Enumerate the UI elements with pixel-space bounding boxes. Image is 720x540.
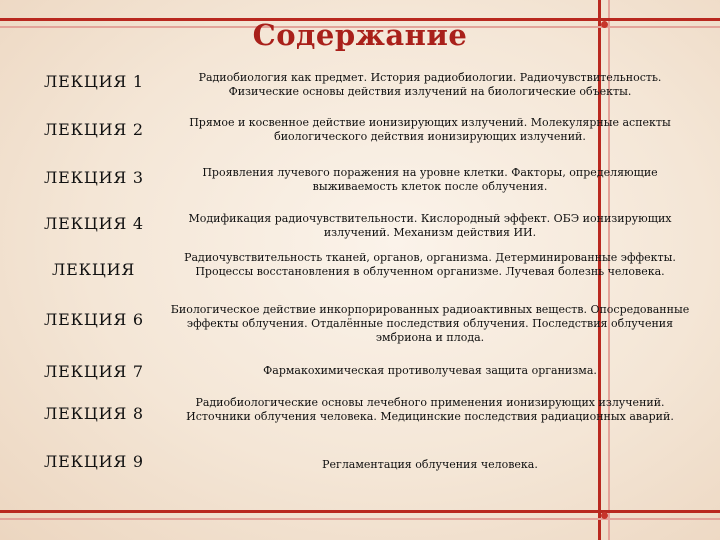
frame-dot xyxy=(601,512,608,519)
lecture-description: Радиочувствительность тканей, органов, организма. Детерминированные эффекты. Процессы восстановления в облученном организме. Лучевая болезнь человека. xyxy=(184,251,676,278)
lecture-description: Проявления лучевого поражения на уровне клетки. Факторы, определяющие выживаемость клеток после облучения. xyxy=(202,166,658,193)
lecture-description: Радиобиологические основы лечебного применения ионизирующих излучений. Источники облучения человека. Медицинские последствия радиационных аварий. xyxy=(186,396,674,423)
lecture-label: ЛЕКЦИЯ 8 xyxy=(44,404,144,423)
lecture-label: ЛЕКЦИЯ 7 xyxy=(44,362,144,381)
page-title: Содержание xyxy=(252,18,468,52)
lecture-label: ЛЕКЦИЯ 3 xyxy=(44,168,144,187)
lecture-description: Прямое и косвенное действие ионизирующих излучений. Молекулярные аспекты биологического действия ионизирующих излучений. xyxy=(189,116,671,143)
lecture-description: Модификация радиочувствительности. Кислородный эффект. ОБЭ ионизирующих излучений. Механизм действия ИИ. xyxy=(188,212,672,239)
lecture-label: ЛЕКЦИЯ xyxy=(52,260,136,279)
frame-line-horizontal-bottom-inner xyxy=(0,518,720,520)
lecture-description: Фармакохимическая противолучевая защита организма. xyxy=(263,364,597,377)
lecture-description: Регламентация облучения человека. xyxy=(322,458,538,471)
lecture-label: ЛЕКЦИЯ 4 xyxy=(44,214,144,233)
lecture-label: ЛЕКЦИЯ 2 xyxy=(44,120,144,139)
lecture-label: ЛЕКЦИЯ 9 xyxy=(44,452,144,471)
lecture-description: Биологическое действие инкорпорированных радиоактивных веществ. Опосредованные эффекты облучения. Отдалённые последствия облучения. Последствия облучения эмбриона и плода. xyxy=(170,303,690,344)
lecture-label: ЛЕКЦИЯ 6 xyxy=(44,310,144,329)
lecture-label: ЛЕКЦИЯ 1 xyxy=(44,72,144,91)
lecture-description: Радиобиология как предмет. История радиобиологии. Радиочувствительность. Физические основы действия излучений на биологические объекты. xyxy=(198,71,662,98)
frame-line-horizontal-bottom xyxy=(0,510,720,513)
